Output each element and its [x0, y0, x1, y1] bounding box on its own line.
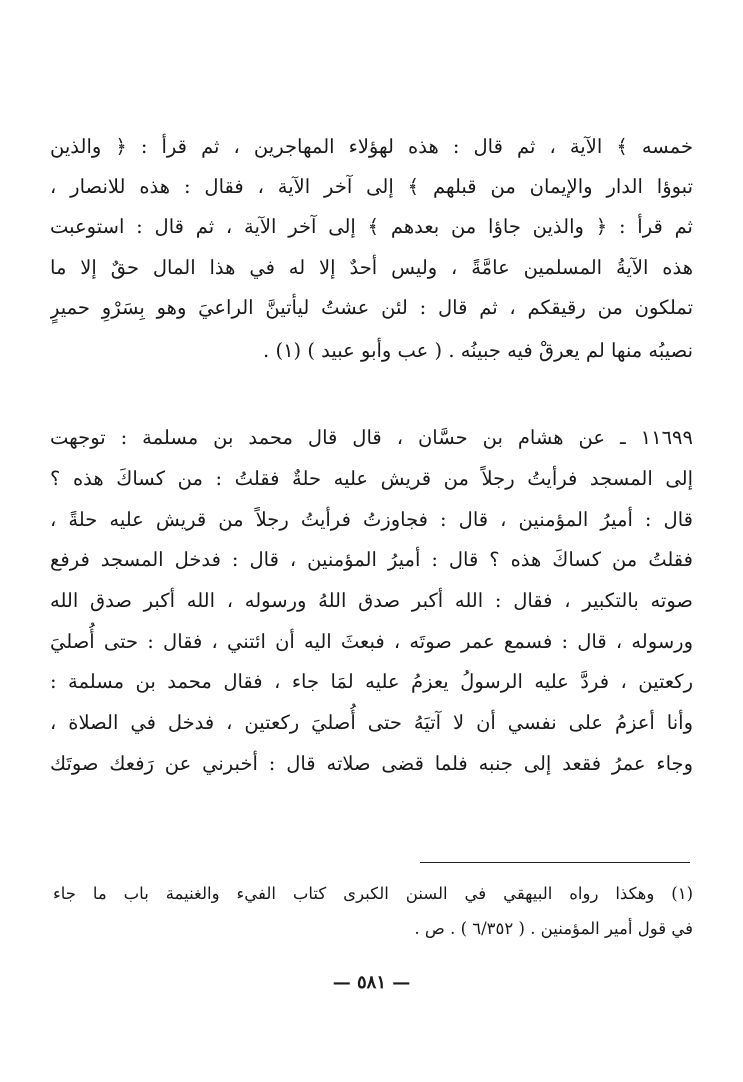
text-line: ١١٦٩٩ ـ عن هشام بن حسَّان ، قال قال محمد بن مسلمة : توجهت: [50, 426, 693, 449]
text-line: هذه الآيةُ المسلمين عامَّةً ، وليس أحدٌ إلا له في هذا المال حقٌ إلا ما: [50, 256, 693, 279]
text-line: ورسوله ، قال : فسمع عمر صوتَه ، فبعثَ اليه أن ائتني ، فقال : حتى أُصليَ: [50, 630, 693, 653]
text-line: إلى المسجد فرأيتُ رجلاً من قريش عليه حلةٌ فقلتُ : من كساكَ هذه ؟: [50, 467, 693, 490]
text-line: تبوؤا الدار والإيمان من قبلهم ﴾ إلى آخر الآية ، فقال : هذه للانصار ،: [50, 175, 693, 198]
text-line: صوته بالتكبير ، فقال : الله أكبر صدق اللهُ ورسوله ، الله أكبر صدق الله: [50, 589, 693, 612]
text-line: قال : أميرُ المؤمنين ، قال : فجاوزتُ فرأيتُ رجلاً من قريش عليه حلةً ،: [50, 508, 693, 531]
footnote-divider: [420, 862, 690, 863]
text-line: فقلتُ من كساكَ هذه ؟ قال : أميرُ المؤمنين ، قال : فدخل المسجد فرفع: [50, 548, 693, 571]
text-line: ثم قرأ : ﴿ والذين جاؤا من بعدهم ﴾ إلى آخر الآية ، ثم قال : استوعبت: [50, 215, 693, 238]
text-line: خمسه ﴾ الآية ، ثم قال : هذه لهؤلاء المهاجرين ، ثم قرأ : ﴿ والذين: [50, 135, 693, 158]
text-line: وجاء عمرُ فقعد إلى جنبه فلما قضى صلاته قال : أخبرني عن رَفعك صوتَك: [50, 752, 693, 775]
page-number: — ٥٨١ —: [332, 972, 411, 993]
footnote-line: في قول أمير المؤمنين . ( ٦/٣٥٢ ) . ص .: [414, 919, 693, 938]
text-line: ركعتين ، فردَّ عليه الرسولُ يعزمُ عليه لمَا جاء ، فقال محمد بن مسلمة :: [50, 670, 693, 693]
text-line: نصيبُه منها لم يعرقْ فيه جبينُه . ( عب وأبو عبيد ) (١) .: [263, 339, 693, 362]
text-line: تملكون من رقيقكم ، ثم قال : لئن عشتُ ليأتينَّ الراعيَ وهو بِسَرْوِ حميرٍ: [50, 296, 693, 319]
footnote-line: (١) وهكذا رواه البيهقي في السنن الكبرى كتاب الفيء والغنيمة باب ما جاء: [53, 884, 693, 903]
text-line: وأنا أعزمُ على نفسي أن لا آتيَهُ حتى أُصليَ ركعتين ، فدخل في الصلاة ،: [50, 711, 693, 734]
